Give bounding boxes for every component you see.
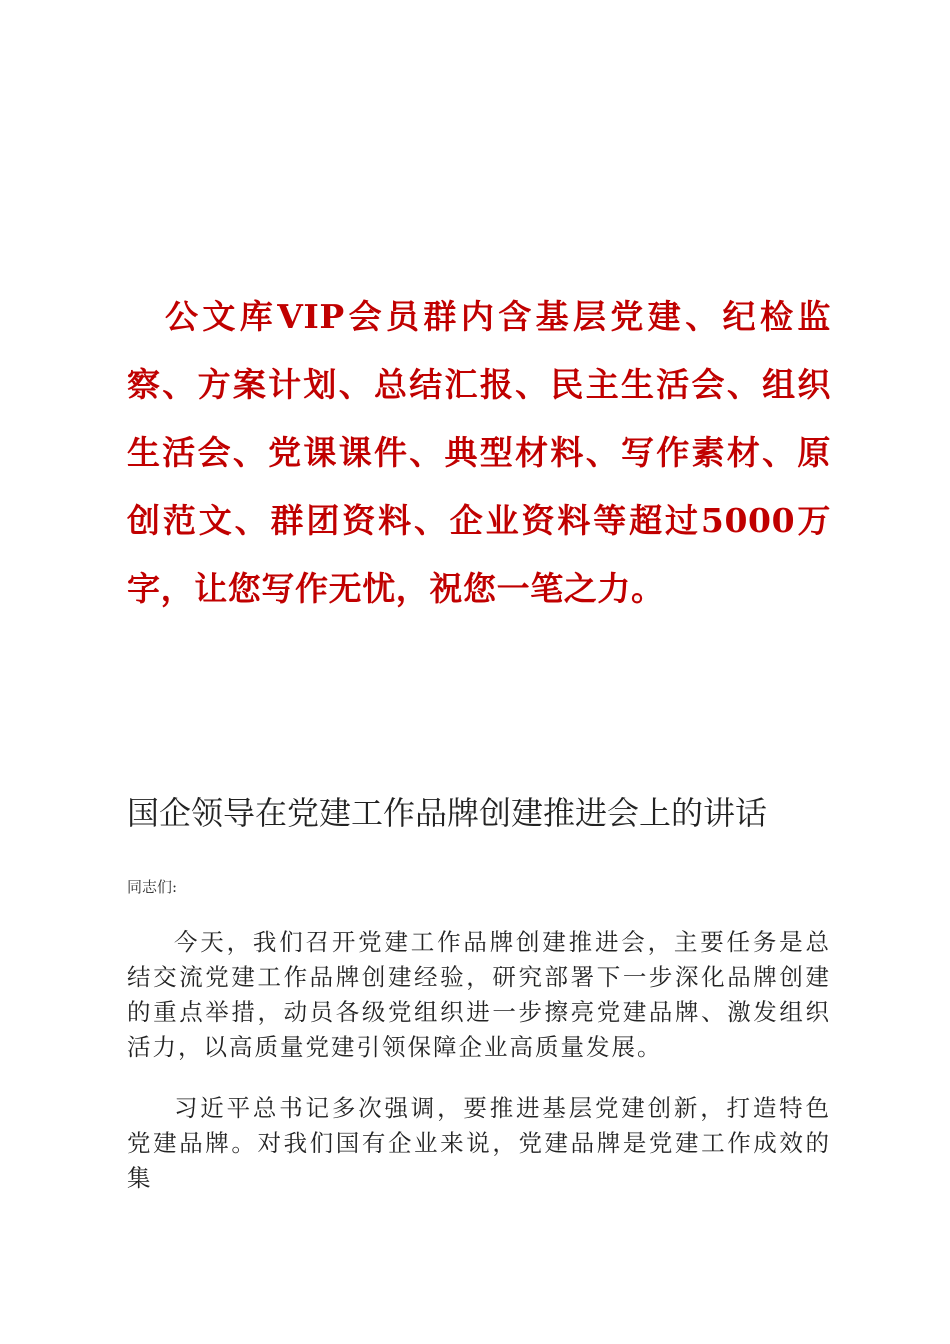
speech-title: 国企领导在党建工作品牌创建推进会上的讲话 [127,794,768,832]
salutation: 同志们: [127,878,178,896]
body-paragraph-1: 今天，我们召开党建工作品牌创建推进会，主要任务是总结交流党建工作品牌创建经验，研究部署下一步深化品牌创建的重点举措，动员各级党组织进一步擦亮党建品牌、激发组织活力，以高质量党建引领保障企业高质量发展。 [127,928,831,1061]
body-paragraph-2: 习近平总书记多次强调，要推进基层党建创新，打造特色党建品牌。对我们国有企业来说，党建品牌是党建工作成效的集 [127,1094,831,1192]
promo-paragraph: 公文库VIP会员群内含基层党建、纪检监察、方案计划、总结汇报、民主生活会、组织生活会、党课课件、典型材料、写作素材、原创范文、群团资料、企业资料等超过5000万字，让您写作无忧，祝您一笔之力。 [127,297,831,608]
